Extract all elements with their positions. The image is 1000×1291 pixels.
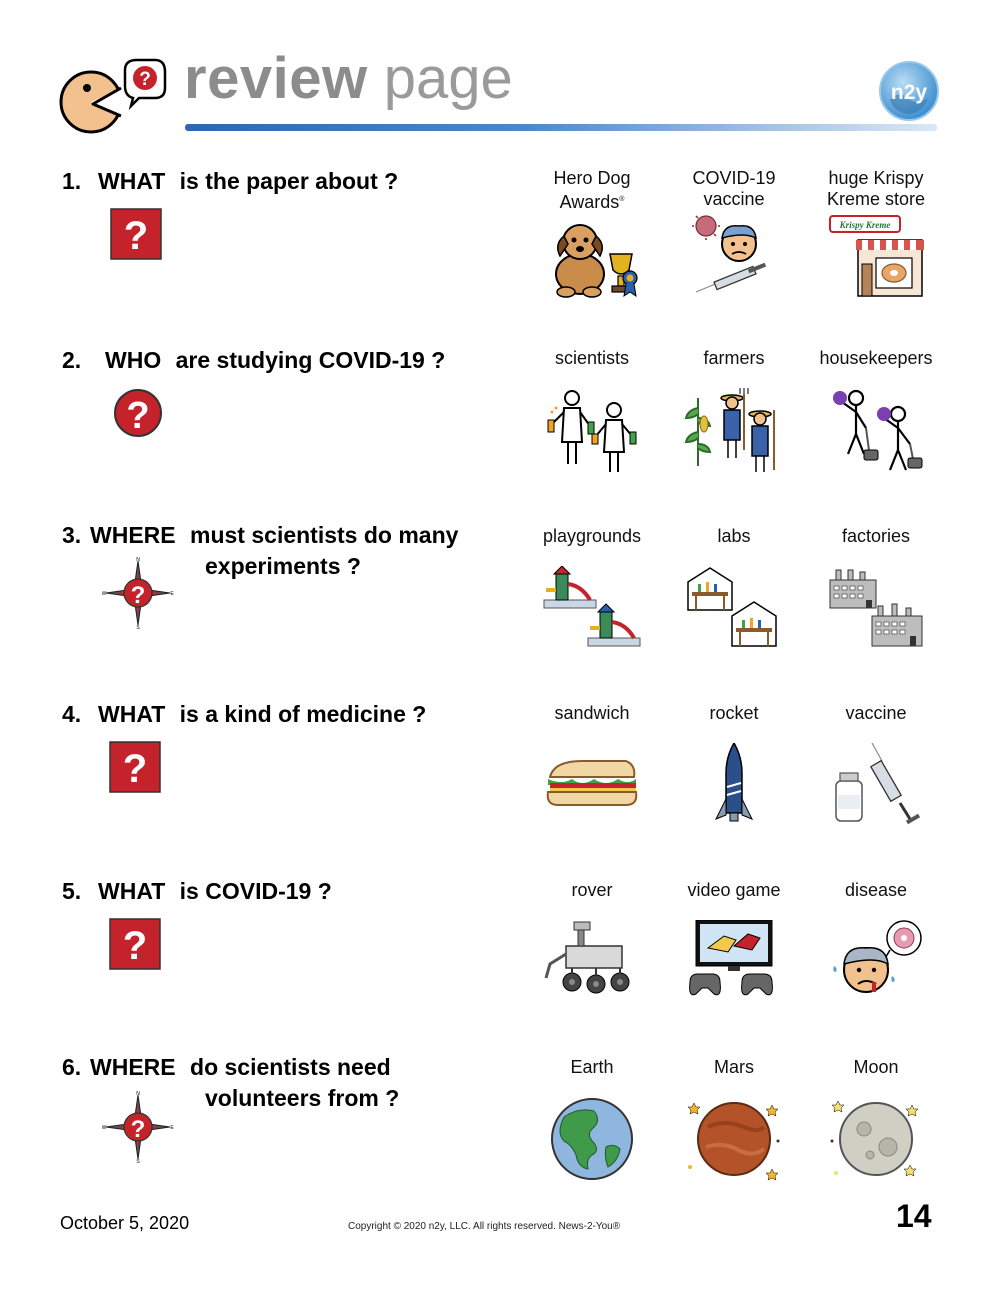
svg-text:E: E xyxy=(170,591,174,597)
page-number: 14 xyxy=(896,1198,932,1234)
svg-text:?: ? xyxy=(122,747,148,791)
question-text: is COVID-19 ? xyxy=(179,878,332,904)
store-sign-text: Krispy Kreme xyxy=(839,220,891,230)
choice-label: huge Krispy Kreme store xyxy=(826,168,926,209)
choice-krispy-kreme-store[interactable] xyxy=(806,168,946,299)
choice-label: COVID-19 vaccine xyxy=(692,168,776,209)
page-title-light: page xyxy=(383,46,513,111)
choice-label: sandwich xyxy=(554,703,630,723)
choice-label: Hero Dog Awards® xyxy=(553,168,631,212)
housekeepers-icon xyxy=(826,388,926,473)
question-text-continuation: experiments ? xyxy=(205,553,361,579)
choice-label: rocket xyxy=(709,703,759,723)
n2y-logo xyxy=(878,60,940,122)
question-number: 5. xyxy=(62,878,82,904)
vaccine-icon xyxy=(826,743,926,828)
choice-label: scientists xyxy=(554,348,630,368)
svg-text:?: ? xyxy=(126,395,150,437)
question-text: is a kind of medicine ? xyxy=(179,701,427,727)
sick-vaccine-icon xyxy=(684,214,784,299)
header-rule xyxy=(185,124,937,131)
farmers-icon xyxy=(684,388,784,473)
question-keyword: WHERE xyxy=(90,1054,176,1080)
choice-labs[interactable] xyxy=(664,526,804,651)
choice-label: video game xyxy=(687,880,781,900)
question-5 xyxy=(62,876,332,907)
question-number: 6. xyxy=(62,1054,82,1080)
choice-farmers[interactable] xyxy=(664,348,804,473)
question-2 xyxy=(62,345,445,376)
video-game-icon xyxy=(684,920,784,1005)
page-title xyxy=(184,46,513,111)
question-1 xyxy=(62,166,398,197)
svg-text:?: ? xyxy=(122,924,148,968)
choice-label: Earth xyxy=(570,1057,614,1077)
svg-text:?: ? xyxy=(130,1116,146,1143)
question-keyword: WHAT xyxy=(98,878,166,904)
choice-hero-dog-awards[interactable] xyxy=(522,168,662,299)
question-number: 1. xyxy=(62,168,82,194)
question-number: 2. xyxy=(62,347,82,373)
dog-award-icon xyxy=(542,214,642,299)
choice-scientists[interactable] xyxy=(522,348,662,473)
sandwich-icon xyxy=(542,743,642,828)
svg-text:S: S xyxy=(136,625,140,629)
svg-text:?: ? xyxy=(139,69,151,90)
factories-icon xyxy=(826,566,926,651)
choice-label: disease xyxy=(844,880,908,900)
logo-text: n2y xyxy=(890,81,928,104)
question-card-icon xyxy=(109,918,161,970)
choice-housekeepers[interactable] xyxy=(806,348,946,473)
donut-store-icon xyxy=(826,214,926,299)
question-text: must scientists do many xyxy=(190,522,459,548)
choice-earth[interactable] xyxy=(522,1057,662,1182)
page-title-bold: review xyxy=(184,46,368,111)
svg-text:?: ? xyxy=(123,214,149,258)
choice-label: labs xyxy=(717,526,751,546)
choice-label: farmers xyxy=(703,348,765,368)
choice-label: Mars xyxy=(714,1057,754,1077)
choice-label: rover xyxy=(571,880,613,900)
svg-text:N: N xyxy=(136,1091,140,1097)
disease-icon xyxy=(826,920,926,1005)
choice-sandwich[interactable] xyxy=(522,703,662,828)
rocket-icon xyxy=(684,743,784,828)
question-text: are studying COVID-19 ? xyxy=(175,347,446,373)
talking-face-question-icon xyxy=(55,58,175,138)
choice-label: playgrounds xyxy=(542,526,642,546)
question-4 xyxy=(62,699,426,730)
scientists-icon xyxy=(542,388,642,473)
svg-text:W: W xyxy=(102,591,107,597)
svg-text:W: W xyxy=(102,1125,107,1131)
earth-icon xyxy=(542,1097,642,1182)
choice-vaccine[interactable] xyxy=(806,703,946,828)
question-number: 3. xyxy=(62,522,82,548)
svg-text:?: ? xyxy=(130,582,146,609)
question-card-icon xyxy=(110,208,162,260)
rover-icon xyxy=(542,920,642,1005)
choice-covid-vaccine[interactable] xyxy=(664,168,804,299)
question-card-icon xyxy=(109,741,161,793)
choice-moon[interactable] xyxy=(806,1057,946,1182)
choice-disease[interactable] xyxy=(806,880,946,1005)
choice-label: factories xyxy=(841,526,911,546)
question-keyword: WHERE xyxy=(90,522,176,548)
choice-rocket[interactable] xyxy=(664,703,804,828)
question-keyword: WHO xyxy=(105,347,162,373)
footer-copyright: Copyright © 2020 n2y, LLC. All rights reserved. News-2-You® xyxy=(348,1221,621,1232)
footer-date: October 5, 2020 xyxy=(60,1213,190,1233)
choice-playgrounds[interactable] xyxy=(522,526,662,651)
mars-icon xyxy=(684,1097,784,1182)
compass-question-icon xyxy=(102,1091,174,1163)
svg-text:N: N xyxy=(136,557,140,563)
svg-text:E: E xyxy=(170,1125,174,1131)
playgrounds-icon xyxy=(542,566,642,651)
choice-factories[interactable] xyxy=(806,526,946,651)
choice-label: Moon xyxy=(853,1057,899,1077)
choice-label: housekeepers xyxy=(819,348,933,368)
svg-text:S: S xyxy=(136,1159,140,1163)
labs-icon xyxy=(684,566,784,651)
choice-video-game[interactable] xyxy=(664,880,804,1005)
choice-mars[interactable] xyxy=(664,1057,804,1182)
question-text-continuation: volunteers from ? xyxy=(205,1085,400,1111)
question-text: is the paper about ? xyxy=(179,168,399,194)
question-text: do scientists need xyxy=(190,1054,391,1080)
question-keyword: WHAT xyxy=(98,701,166,727)
choice-rover[interactable] xyxy=(522,880,662,1005)
question-circle-icon xyxy=(113,387,163,439)
question-keyword: WHAT xyxy=(98,168,166,194)
choice-label: vaccine xyxy=(845,703,907,723)
compass-question-icon xyxy=(102,557,174,629)
moon-icon xyxy=(826,1097,926,1182)
question-number: 4. xyxy=(62,701,82,727)
